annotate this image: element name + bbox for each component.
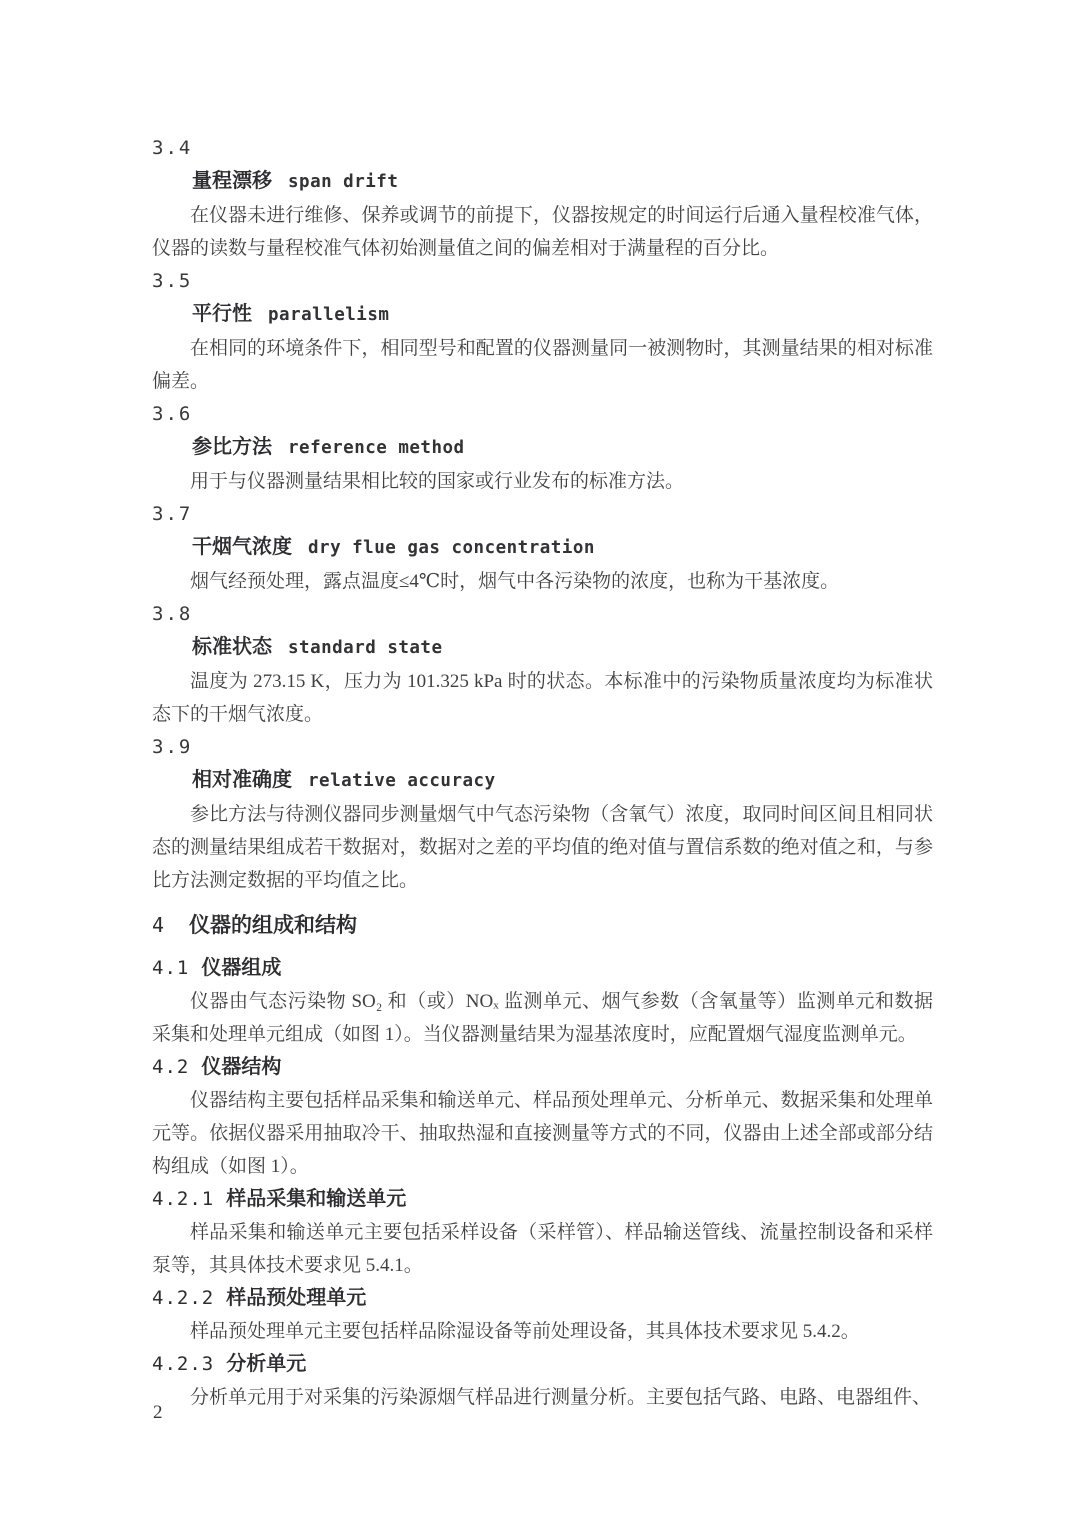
term-heading (152, 531, 933, 565)
page-number: 2 (153, 1402, 163, 1423)
subsection-number: 4.2.1 (152, 1188, 215, 1210)
term-zh: 干烟气浓度 (192, 536, 292, 558)
term-heading (152, 298, 933, 332)
section-number: 3.9 (152, 736, 193, 758)
subsection-title: 分析单元 (226, 1353, 307, 1375)
chapter-number: 4 (152, 913, 166, 937)
subsection-paragraph: 分析单元用于对采集的污染源烟气样品进行测量分析。主要包括气路、电路、电器组件、 (190, 1387, 932, 1408)
subsection-number: 4.2.3 (152, 1353, 215, 1375)
term-zh: 相对准确度 (192, 769, 292, 791)
term-definition: 参比方法与待测仪器同步测量烟气中气态污染物（含氧气）浓度，取同时间区间且相同状态的测量结果组成若干数据对，数据对之差的平均值的绝对值与置信系数的绝对值之和，与参比方法测定数据的平均值之比。 (152, 804, 933, 891)
term-en: reference method (288, 438, 465, 458)
section-3-7 (152, 498, 933, 598)
subsection-paragraph: 仪器结构主要包括样品采集和输送单元、样品预处理单元、分析单元、数据采集和处理单元等。依据仪器采用抽取冷干、抽取热湿和直接测量等方式的不同，仪器由上述全部或部分结构组成（如图 1）。 (152, 1090, 933, 1177)
term-definition: 在相同的环境条件下，相同型号和配置的仪器测量同一被测物时，其测量结果的相对标准偏差。 (152, 338, 933, 392)
subsection-title: 仪器结构 (201, 1056, 282, 1078)
section-number: 3.5 (152, 270, 193, 292)
term-en: relative accuracy (308, 771, 496, 791)
term-zh: 标准状态 (192, 636, 272, 658)
chapter-4 (152, 909, 933, 1414)
subsection-heading-4-1 (152, 952, 933, 985)
term-zh: 平行性 (192, 303, 252, 325)
term-heading (152, 764, 933, 798)
term-en: standard state (288, 638, 443, 658)
section-number: 3.7 (152, 503, 193, 525)
term-heading (152, 165, 933, 199)
term-heading (152, 431, 933, 465)
term-heading (152, 631, 933, 665)
section-3-8 (152, 598, 933, 731)
subsection-number: 4.2.2 (152, 1287, 215, 1309)
term-definition: 用于与仪器测量结果相比较的国家或行业发布的标准方法。 (190, 471, 685, 492)
section-3-6 (152, 398, 933, 498)
term-en: span drift (288, 172, 399, 192)
term-definition: 烟气经预处理，露点温度≤4℃时，烟气中各污染物的浓度，也称为干基浓度。 (190, 571, 840, 592)
section-3-4 (152, 132, 933, 265)
section-number: 3.6 (152, 403, 193, 425)
term-en: parallelism (268, 305, 390, 325)
subsection-number: 4.1 (152, 957, 190, 979)
subsection-paragraph: 样品预处理单元主要包括样品除湿设备等前处理设备，其具体技术要求见 5.4.2。 (190, 1321, 860, 1342)
section-number: 3.8 (152, 603, 193, 625)
term-zh: 参比方法 (192, 436, 272, 458)
subsection-heading-4-2-2 (152, 1282, 933, 1315)
subsection-heading-4-2 (152, 1051, 933, 1084)
subsection-heading-4-2-3 (152, 1348, 933, 1381)
chapter-title: 仪器的组成和结构 (189, 914, 358, 937)
section-3-5 (152, 265, 933, 398)
term-en: dry flue gas concentration (308, 538, 595, 558)
subsection-paragraph: 仪器由气态污染物 SO₂ 和（或）NOₓ 监测单元、烟气参数（含氧量等）监测单元和数据采集和处理单元组成（如图 1）。当仪器测量结果为湿基浓度时，应配置烟气湿度监测单元。 (152, 991, 933, 1045)
term-definition: 在仪器未进行维修、保养或调节的前提下，仪器按规定的时间运行后通入量程校准气体，仪器的读数与量程校准气体初始测量值之间的偏差相对于满量程的百分比。 (152, 205, 933, 259)
subsection-number: 4.2 (152, 1056, 190, 1078)
term-definition: 温度为 273.15 K，压力为 101.325 kPa 时的状态。本标准中的污染物质量浓度均为标准状态下的干烟气浓度。 (152, 671, 933, 725)
section-3-9 (152, 731, 933, 897)
term-zh: 量程漂移 (192, 170, 272, 192)
subsection-heading-4-2-1 (152, 1183, 933, 1216)
subsection-title: 仪器组成 (201, 957, 282, 979)
subsection-paragraph: 样品采集和输送单元主要包括采样设备（采样管）、样品输送管线、流量控制设备和采样泵等，其具体技术要求见 5.4.1。 (152, 1222, 933, 1276)
chapter-heading (152, 909, 933, 942)
section-number: 3.4 (152, 137, 193, 159)
subsection-title: 样品采集和输送单元 (226, 1188, 407, 1210)
subsection-title: 样品预处理单元 (226, 1287, 367, 1309)
